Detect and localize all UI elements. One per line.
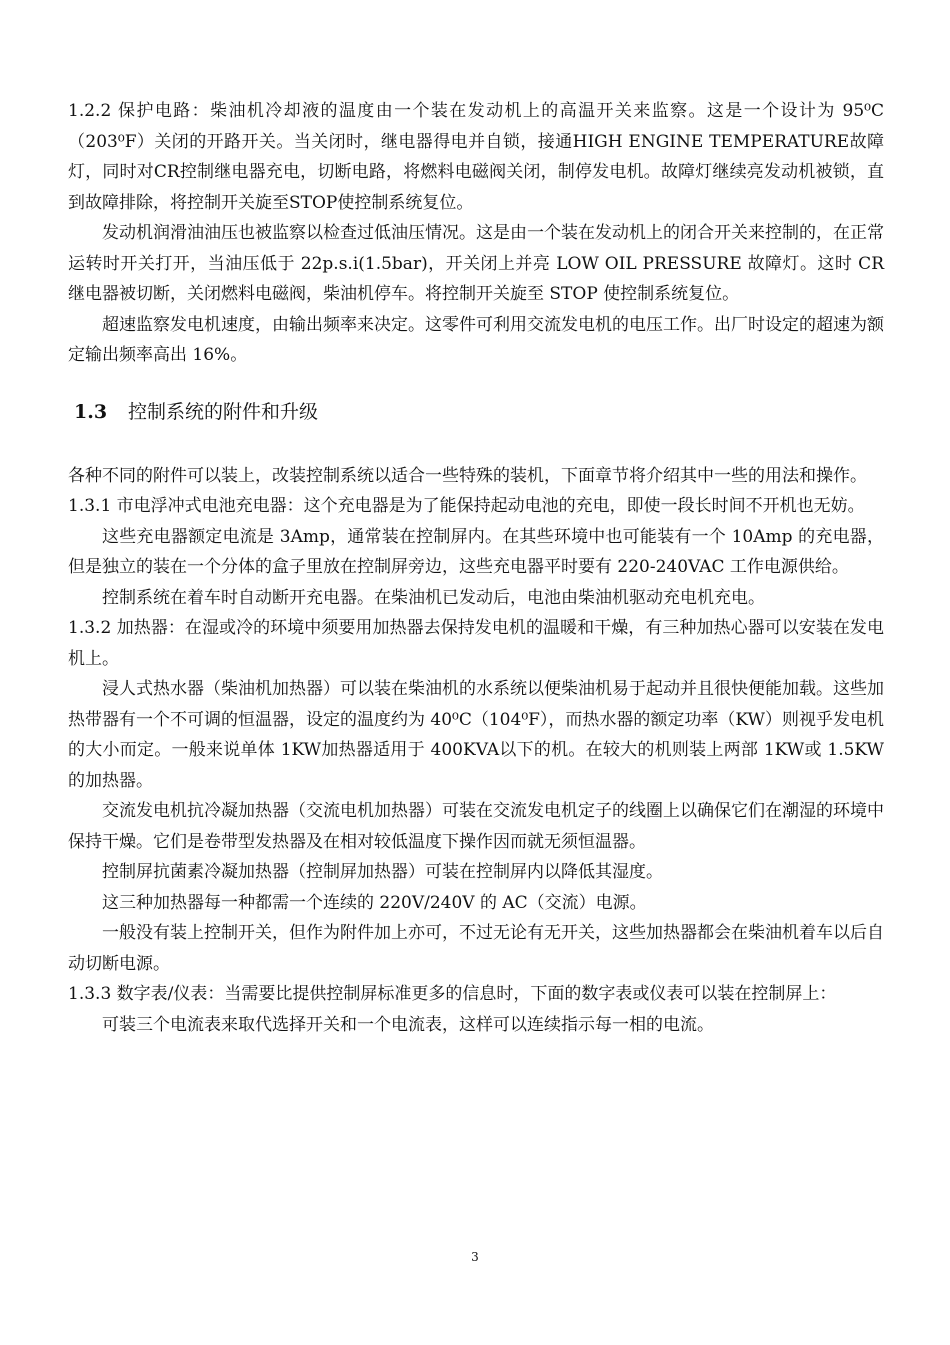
paragraph-heater-power: 这三种加热器每一种都需一个连续的 220V/240V 的 AC（交流）电源。: [102, 892, 647, 913]
paragraph-panel-heater: 控制屏抗菌素冷凝加热器（控制屏加热器）可装在控制屏内以降低其湿度。: [102, 862, 663, 882]
paragraph-heater-switch: 一般没有装上控制开关，但作为附件加上亦可，不过无论有无开关，这些加热器都会在柴油机着车以后自动切断电源。: [68, 923, 884, 974]
section-number: 1.3: [74, 400, 108, 423]
paragraph-charger-rating: 这些充电器额定电流是 3Amp，通常装在控制屏内。在其些环境中也可能装有一个 10Amp 的充电器，但是独立的装在一个分体的盒子里放在控制屏旁边，这些充电器平时要有 220-240VAC 工作电源供给。: [68, 526, 884, 577]
paragraph-1-2-2: 1.2.2 保护电路：柴油机冷却液的温度由一个装在发动机上的高温开关来监察。这是一个设计为 95⁰C（203⁰F）关闭的开路开关。当关闭时，继电器得电并自锁，接通HIGH ENGINE TEMPERATURE故障灯，同时对CR控制继电器充电，切断电路，将燃料电磁阀关闭，制停发电机。故障灯继续亮发动机被锁，直到故障排除，将控制开关旋至STOP使控制系统复位。: [68, 101, 884, 213]
paragraph-1-3-2: 1.3.2 加热器：在湿或冷的环境中须要用加热器去保持发电机的温暖和干燥，有三种加热心器可以安装在发电机上。: [68, 618, 884, 669]
section-title: 控制系统的附件和升级: [128, 400, 319, 423]
paragraph-oil-pressure: 发动机润滑油油压也被监察以检查过低油压情况。这是由一个装在发动机上的闭合开关来控制的，在正常运转时开关打开，当油压低于 22p.s.i(1.5bar)，开关闭上并亮 LOW OIL PRESSURE 故障灯。这时 CR 继电器被切断，关闭燃料电磁阀，柴油机停车。将控制开关旋至 STOP 使控制系统复位。: [68, 223, 884, 304]
paragraph-ammeters: 可装三个电流表来取代选择开关和一个电流表，这样可以连续指示每一相的电流。: [102, 1014, 714, 1035]
paragraph-alternator-heater: 交流发电机抗冷凝加热器（交流电机加热器）可装在交流发电机定子的线圈上以确保它们在潮湿的环境中保持干燥。它们是卷带型发热器及在相对较低温度下操作因而就无须恒温器。: [68, 801, 884, 852]
section-heading: [74, 397, 884, 427]
paragraph-overspeed: 超速监察发电机速度，由输出频率来决定。这零件可利用交流发电机的电压工作。出厂时设定的超速为额定输出频率高出 16%。: [68, 314, 884, 365]
paragraph-1-3-1: 1.3.1 市电浮冲式电池充电器：这个充电器是为了能保持起动电池的充电，即使一段长时间不开机也无妨。: [68, 496, 865, 516]
page-number: 3: [471, 1250, 479, 1264]
paragraph-immersion-heater: 浸人式热水器（柴油机加热器）可以装在柴油机的水系统以便柴油机易于起动并且很快便能加载。这些加热带器有一个不可调的恒温器，设定的温度约为 40⁰C（104⁰F），而热水器的额定功率（KW）则视乎发电机的大小而定。一般来说单体 1KW加热器适用于 400KVA以下的机。在较大的机则装上两部 1KW或 1.5KW的加热器。: [68, 679, 884, 791]
paragraph-1-3-3: 1.3.3 数字表/仪表：当需要比提供控制屏标准更多的信息时，下面的数字表或仪表可以装在控制屏上：: [68, 984, 837, 1004]
paragraph-accessories-intro: 各种不同的附件可以装上，改装控制系统以适合一些特殊的装机，下面章节将介绍其中一些的用法和操作。: [68, 465, 867, 486]
paragraph-charger-disconnect: 控制系统在着车时自动断开充电器。在柴油机已发动后，电池由柴油机驱动充电机充电。: [102, 587, 765, 608]
document-page: [68, 96, 884, 1040]
